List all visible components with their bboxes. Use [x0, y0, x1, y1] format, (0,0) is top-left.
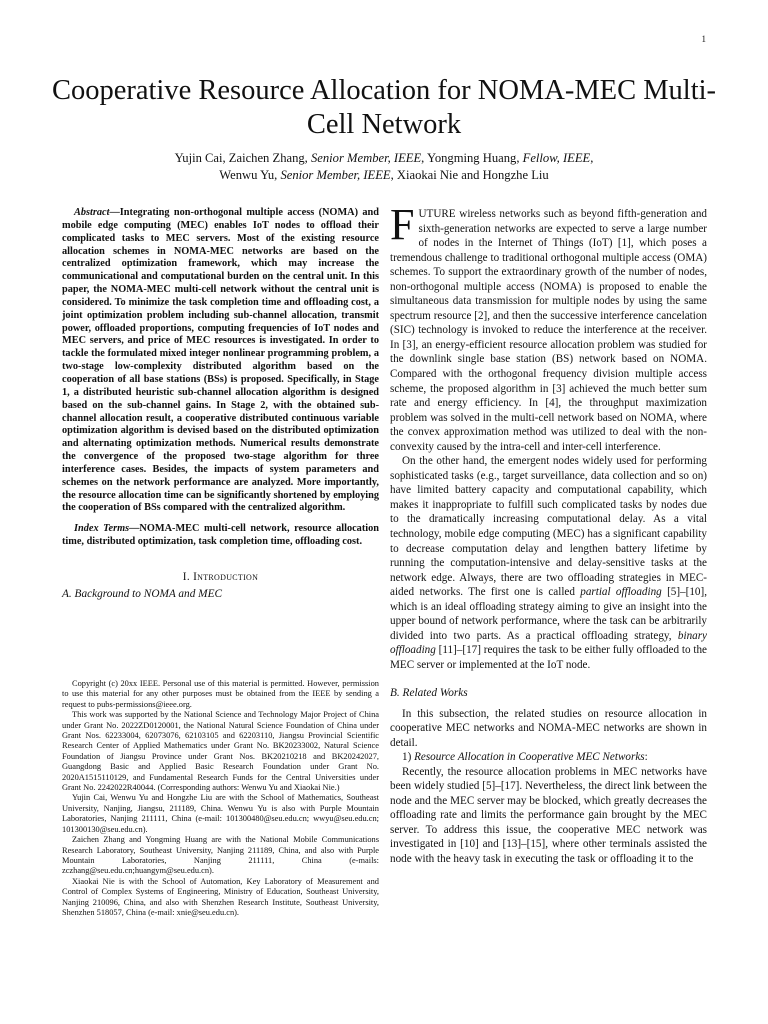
- subsubsection-heading-cooperative-mec: 1) Resource Allocation in Cooperative MEC Networks:: [402, 751, 648, 764]
- footnote-copyright: Copyright (c) 20xx IEEE. Personal use of this material is permitted. However, permission to use this material for any other purposes must be obtained from the IEEE by sending a request to pubs-permissions@ieee.org.: [62, 679, 379, 709]
- author-line-2: Wenwu Yu, Senior Member, IEEE, Xiaokai Nie and Hongzhe Liu: [219, 168, 549, 182]
- index-terms-text: —NOMA-MEC multi-cell network, resource allocation time, distributed optimization, task completion time, offloading cost.: [62, 523, 379, 548]
- related-works-paragraph: In this subsection, the related studies on resource allocation in cooperative MEC networks and NOMA-MEC networks are shown in detail.: [390, 707, 707, 749]
- footnote-affiliation-3: Xiaokai Nie is with the School of Automation, Key Laboratory of Measurement and Control of Complex Systems of Engineering, Ministry of Education, Southeast University, Nanjing 210096, China, and also with Shenzhen Research Institute, Southeast University, Shenzhen 518057, China (e-mail: xnie@seu.edu.cn).: [62, 876, 379, 917]
- right-column: [390, 200, 707, 867]
- subsection-heading-background: A. Background to NOMA and MEC: [62, 587, 223, 600]
- section-heading-introduction: I. Introduction: [182, 570, 259, 583]
- abstract-text: —Integrating non-orthogonal multiple access (NOMA) and mobile edge computing (MEC) enables IoT nodes to offload their complicated tasks to MEC servers. Most of the existing resource allocation schemes in NOMA-MEC networks are based on the centralized optimization framework, which may increase the communicational and computational burden on the central unit. In this paper, the NOMA-MEC multi-cell network without the central unit is considered. To minimize the task completion time and offloading cost, a joint optimization problem including sub-channel allocation, transmit power, offloaded proportions, computing frequencies of IoT nodes and MEC servers, and price of MEC resources is investigated. In order to tackle the formulated mixed integer nonlinear programming problem, a two-stage low-complexity distributed algorithm based on the cooperation of all base stations (BSs) is proposed. Specifically, in Stage 1, a distributed heuristic sub-channel allocation algorithm is designed based on the sub-channel gains. In Stage 2, with the obtained sub-channel allocation result, a cooperative distributed continuous variable optimization algorithm is devised based on the distributed optimization and alternating optimization methods. Numerical results demonstrate the convergence of the proposed two-stage algorithm for three interference cases. Besides, the impacts of system parameters and schemes on the network performance are analyzed. More importantly, the resource allocation time can be significantly shortened by employing the cooperation of BSs compared with the centralized algorithm.: [62, 207, 379, 514]
- footnote-affiliation-2: Zaichen Zhang and Yongming Huang are with the National Mobile Communications Research Laboratory, Southeast University, Nanjing 211189, China, and also with Purple Mountain Laboratories, Nanjing 211111, China (e-mails: zczhang@seu.edu.cn;huangym@seu.edu.cn).: [62, 835, 379, 876]
- footnote-funding: This work was supported by the National Science and Technology Major Project of China under Grant No. 2022ZD0120001, the National Natural Science Foundation of China under Grant Nos. 62233004, 62073076, 62103105 and 62203110, Jiangsu Provincial Scientific Research Center of Applied Mathematics under Grant No. BK20233002, Natural Science Foundation of Jiangsu Province under Grant Nos. BK20210218 and BK20242027, Guangdong Basic and Applied Basic Research Foundation under Grant No. 2020A1515110129, and Fundamental Research Funds for the Central Universities under Grant No. 2242022R40044. (Corresponding authors: Wenwu Yu and Xiaokai Nie.): [62, 710, 379, 793]
- drop-cap: F: [390, 200, 415, 249]
- author-list: [40, 150, 728, 184]
- footnote-affiliation-1: Yujin Cai, Wenwu Yu and Hongzhe Liu are with the School of Mathematics, Southeast University, Nanjing, Jiangsu, 211189, China. Wenwu Yu is also with Purple Mountain Laboratories, Nanjing 211111, China (e-mail: 101300480@seu.edu.cn; wwyu@seu.edu.cn; 101300130@seu.edu.cn).: [62, 793, 379, 834]
- author-line-1: Yujin Cai, Zaichen Zhang, Senior Member, IEEE, Yongming Huang, Fellow, IEEE,: [174, 151, 594, 165]
- cooperative-mec-paragraph: Recently, the resource allocation problems in MEC networks have been widely studied [5]–[17]. Nevertheless, the direct link between the node and the MEC server may be blocked, which greatly decreases the offloading rate and limits the performance gain brought by the MEC server. To address this issue, the cooperative MEC network was investigated in [10] and [13]–[15], where other terminals assisted the node with the heavy task in executing the task or offloading it to the: [390, 765, 707, 865]
- paper-title: Cooperative Resource Allocation for NOMA-MEC Multi-Cell Network: [51, 75, 717, 140]
- index-terms: [62, 523, 379, 549]
- intro-paragraph-2: On the other hand, the emergent nodes widely used for performing sophisticated tasks (e.g., target surveillance, data collection and so on) have limited battery capacity and computational capability, which makes it inappropriate to fulfill such complicated tasks by nodes due to the dramatically increasing computational delay. As a vital technology, mobile edge computing (MEC) has a significant capability to decrease computation delay and lengthen battery lifetime by running the computation-intensive and delay-sensitive tasks at the network edge. Always, there are two offloading strategies in MEC-aided networks. The first one is called partial offloading [5]–[10], which is an ideal offloading strategy aiming to give an insight into the upper bound of network performance, where the task can be arbitrarily divided into two parts. As a practical offloading strategy, binary offloading [11]–[17] requires the task to be either fully offloaded to the MEC server or implemented at the IoT node.: [390, 455, 707, 671]
- subsection-heading-related-works: B. Related Works: [390, 686, 468, 699]
- index-terms-label: Index Terms: [74, 523, 130, 535]
- abstract: [62, 207, 379, 515]
- abstract-label: Abstract: [74, 207, 110, 218]
- page-number: 1: [701, 34, 706, 44]
- footnotes: [62, 679, 379, 918]
- intro-paragraph-1: FUTURE wireless networks such as beyond fifth-generation and sixth-generation networks are expected to serve a large number of nodes in the Internet of Things (IoT) [1], which poses a tremendous challenge to traditional orthogonal multiple access (OMA) schemes. To support the extraordinary growth of the number of nodes, non-orthogonal multiple access (NOMA) is proposed to enable the simultaneous data transmission for multiple nodes by using the same spectrum resource [2], and then the successive interference cancelation (SIC) technology is invoked to reduce the interference at the receiver. In [3], an energy-efficient resource allocation problem was studied for the downlink single base station (BS) network based on NOMA. Compared with the orthogonal frequency division multiple access scheme, the proposed algorithm in [3] achieved the much better sum rate and energy efficiency. In [4], the throughput maximization problem was solved in the multi-cell network based on NOMA, where the convex approximation method was utilized to deal with the non-convexity caused by the intra-cell and inter-cell interference.: [390, 200, 707, 453]
- left-column: [62, 207, 379, 600]
